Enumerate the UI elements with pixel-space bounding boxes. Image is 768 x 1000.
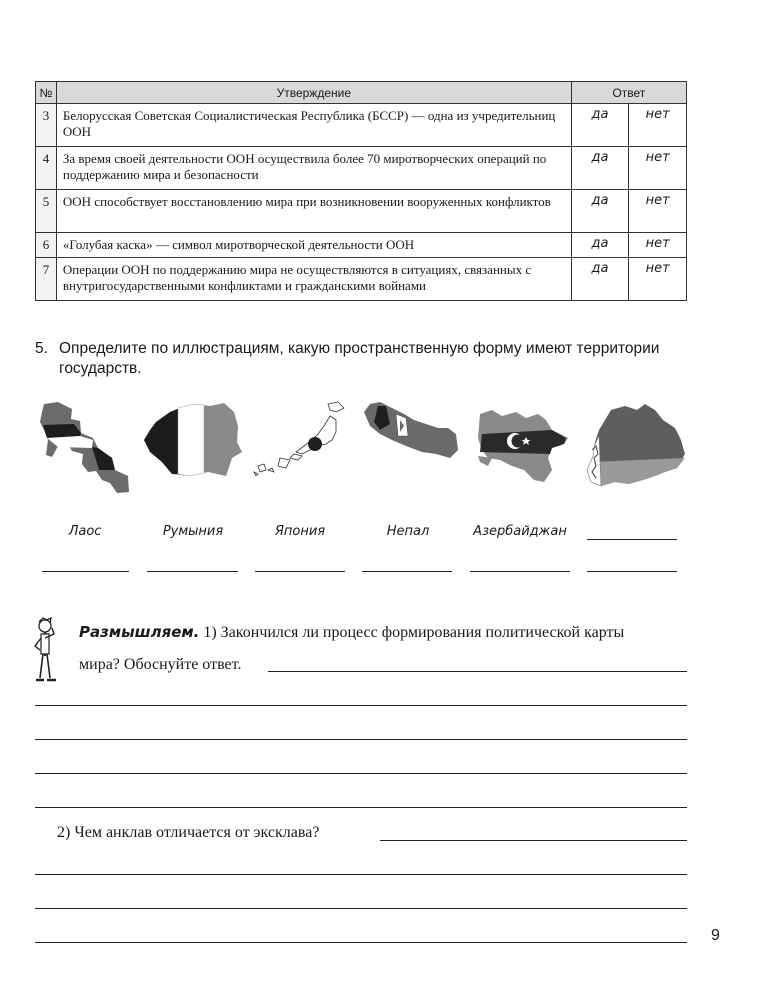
- reflect-title: Размышляем.: [79, 623, 200, 641]
- answer-line[interactable]: [35, 773, 687, 774]
- country-label: Румыния: [162, 524, 224, 539]
- row-num: 4: [36, 147, 57, 190]
- statements-table: [35, 81, 687, 301]
- table-row: [36, 258, 687, 301]
- answer-yes[interactable]: да: [571, 258, 629, 301]
- answer-line[interactable]: [35, 942, 687, 943]
- table-row: [36, 147, 687, 190]
- japan-map-icon: [252, 400, 350, 476]
- country-label: Непал: [386, 524, 430, 539]
- shape-answer-line[interactable]: [147, 571, 238, 572]
- shape-answer-line[interactable]: [255, 571, 345, 572]
- reflect-question-1: [79, 622, 624, 643]
- reflect-question-2: 2) Чем анклав отличается от эксклава?: [57, 824, 320, 841]
- thinking-person-icon: [30, 616, 66, 686]
- row-num: 5: [36, 190, 57, 233]
- country-label: Азербайджан: [473, 524, 567, 539]
- answer-line[interactable]: [380, 840, 687, 841]
- row-statement: «Голубая каска» — символ миротворческой деятельности ООН: [56, 233, 571, 258]
- answer-yes[interactable]: да: [571, 190, 629, 233]
- row-statement: ООН способствует восстановлению мира при возникновении вооруженных конфликтов: [56, 190, 571, 233]
- row-num: 3: [36, 104, 57, 147]
- answer-line[interactable]: [35, 705, 687, 706]
- table-row: [36, 104, 687, 147]
- shape-answer-line[interactable]: [470, 571, 570, 572]
- answer-line[interactable]: [268, 671, 687, 672]
- table-row: [36, 190, 687, 233]
- task5-instructions: [35, 339, 695, 379]
- shape-answer-line[interactable]: [42, 571, 129, 572]
- answer-no[interactable]: нет: [629, 258, 687, 301]
- azerbaijan-map-icon: [472, 400, 572, 484]
- row-num: 6: [36, 233, 57, 258]
- answer-no[interactable]: нет: [629, 104, 687, 147]
- country-label: Япония: [274, 524, 326, 539]
- laos-map-icon: [38, 400, 133, 495]
- answer-no[interactable]: нет: [629, 147, 687, 190]
- table-header-row: [36, 82, 687, 104]
- row-statement: Операции ООН по поддержанию мира не осуществляются в ситуациях, связанных с внутригосударственными конфликтами и гражданскими войнами: [56, 258, 571, 301]
- answer-line[interactable]: [35, 908, 687, 909]
- romania-map-icon: [142, 400, 244, 482]
- shape-answer-line[interactable]: [587, 571, 677, 572]
- row-statement: Белорусская Советская Социалистическая Республика (БССР) — одна из учредительниц ООН: [56, 104, 571, 147]
- row-statement: За время своей деятельности ООН осуществила более 70 миротворческих операций по поддержанию мира и безопасности: [56, 147, 571, 190]
- task5-text: Определите по иллюстрациям, какую пространственную форму имеют территории государств.: [59, 340, 660, 377]
- answer-no[interactable]: нет: [629, 233, 687, 258]
- nepal-map-icon: [362, 400, 460, 462]
- answer-yes[interactable]: да: [571, 104, 629, 147]
- answer-no[interactable]: нет: [629, 190, 687, 233]
- reflect-q1-part1: 1) Закончился ли процесс формирования политической карты: [203, 624, 625, 641]
- belarus-map-icon: [585, 400, 687, 490]
- task5-number: 5.: [35, 340, 48, 357]
- answer-yes[interactable]: да: [571, 147, 629, 190]
- header-statement: Утверждение: [56, 82, 571, 104]
- country-label: Лаос: [68, 524, 102, 539]
- page-number: 9: [711, 927, 720, 944]
- country-name-answer-line[interactable]: [587, 539, 677, 540]
- answer-line[interactable]: [35, 807, 687, 808]
- reflect-q1-part2: мира? Обоснуйте ответ.: [79, 656, 242, 673]
- answer-yes[interactable]: да: [571, 233, 629, 258]
- header-answer: Ответ: [571, 82, 686, 104]
- shape-answer-line[interactable]: [362, 571, 452, 572]
- row-num: 7: [36, 258, 57, 301]
- table-row: [36, 233, 687, 258]
- header-num: №: [36, 82, 57, 104]
- answer-line[interactable]: [35, 874, 687, 875]
- answer-line[interactable]: [35, 739, 687, 740]
